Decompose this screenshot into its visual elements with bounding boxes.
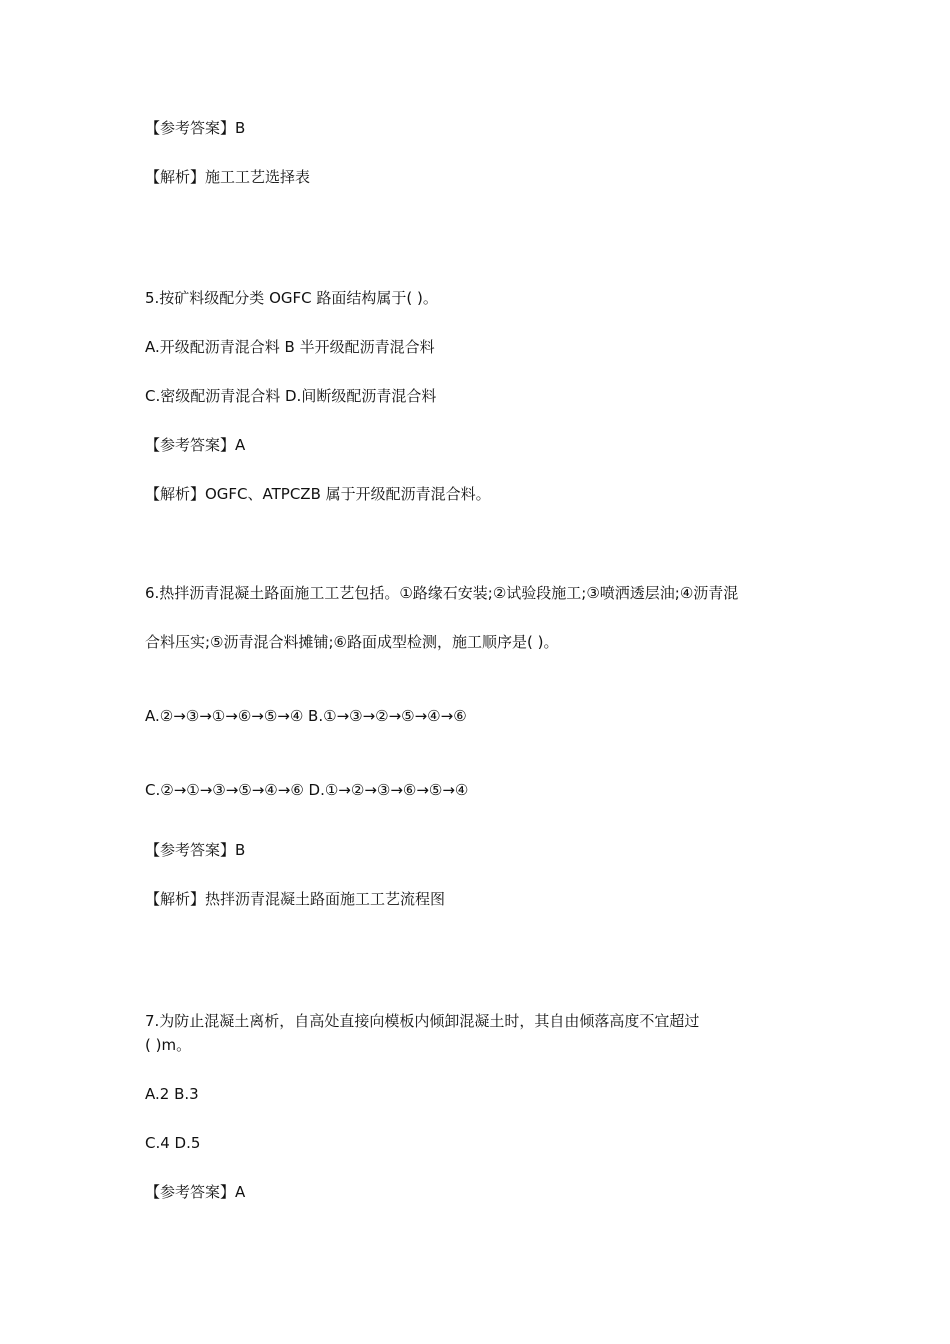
q4-analysis: 【解析】施工工艺选择表 — [145, 168, 311, 186]
q5-stem: 5.按矿料级配分类 OGFC 路面结构属于( )。 — [145, 289, 438, 307]
q5-answer: 【参考答案】A — [145, 436, 246, 454]
q6-stem-line1: 6.热拌沥青混凝土路面施工工艺包括。①路缘石安装;②试验段施工;③喷洒透层油;④沥青混 — [145, 584, 739, 602]
q6-stem-line2: 合料压实;⑤沥青混合料摊铺;⑥路面成型检测，施工顺序是( )。 — [145, 633, 559, 651]
q6-analysis: 【解析】热拌沥青混凝土路面施工工艺流程图 — [145, 890, 446, 908]
q5-options-cd: C.密级配沥青混合料 D.间断级配沥青混合料 — [145, 387, 437, 405]
q7-stem-line1: 7.为防止混凝土离析，自高处直接向模板内倾卸混凝土时，其自由倾落高度不宜超过 — [145, 1012, 700, 1030]
q6-answer: 【参考答案】B — [145, 841, 246, 859]
q7-options-ab: A.2 B.3 — [145, 1085, 199, 1103]
q5-options-ab: A.开级配沥青混合料 B 半开级配沥青混合料 — [145, 338, 435, 356]
q7-options-cd: C.4 D.5 — [145, 1134, 201, 1152]
q7-stem-line2: ( )m。 — [145, 1036, 192, 1054]
q6-options-ab: A.②→③→①→⑥→⑤→④ B.①→③→②→⑤→④→⑥ — [145, 707, 467, 725]
q7-answer: 【参考答案】A — [145, 1183, 246, 1201]
q5-analysis: 【解析】OGFC、ATPCZB 属于开级配沥青混合料。 — [145, 485, 491, 503]
q6-options-cd: C.②→①→③→⑤→④→⑥ D.①→②→③→⑥→⑤→④ — [145, 781, 469, 799]
q4-answer: 【参考答案】B — [145, 119, 246, 137]
